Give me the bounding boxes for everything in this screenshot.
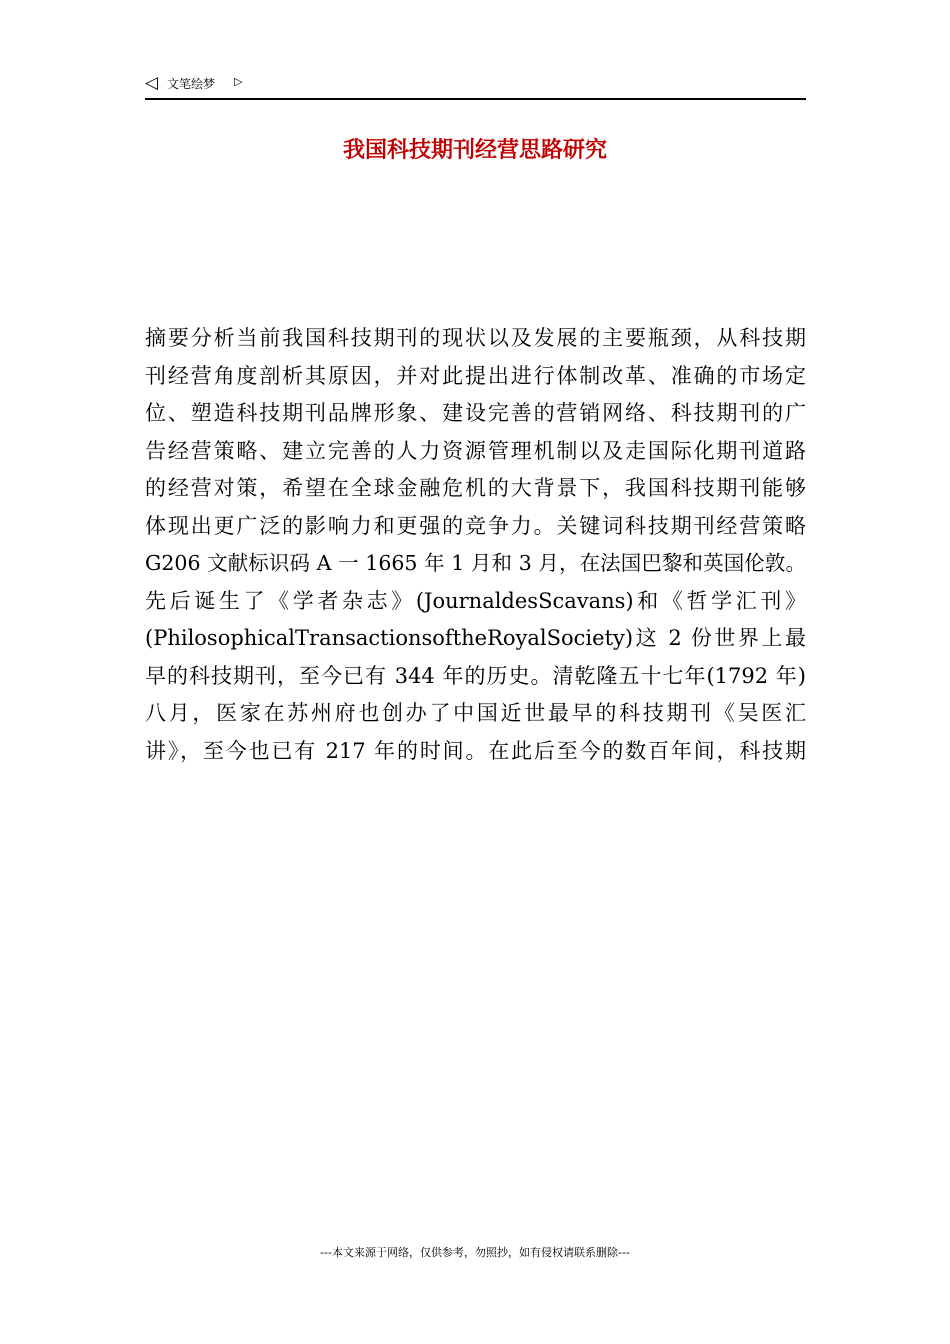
body-line: 的经营对策，希望在全球金融危机的大背景下，我国科技期刊能够 (145, 476, 806, 500)
body-line: 早的科技期刊，至今已有 344 年的历史。清乾隆五十七年(1792 年) (145, 663, 806, 688)
footer-disclaimer: ---本文来源于网络，仅供参考，勿照抄，如有侵权请联系删除--- (320, 1246, 630, 1259)
body-line: 告经营策略、建立完善的人力资源管理机制以及走国际化期刊道路 (145, 438, 806, 463)
body-line: (PhilosophicalTransactionsoftheRoyalSociety)这 2 份世界上最 (145, 626, 806, 650)
body-line: 刊经营角度剖析其原因，并对此提出进行体制改革、准确的市场定 (145, 363, 806, 388)
document-title: 我国科技期刊经营思路研究 (342, 138, 607, 163)
body-text (145, 320, 806, 770)
body-line: G206 文献标识码 A 一 1665 年 1 月和 3 月，在法国巴黎和英国伦敦。 (145, 551, 806, 575)
body-line: 位、塑造科技期刊品牌形象、建设完善的营销网络、科技期刊的广 (145, 401, 806, 425)
page-header (145, 74, 806, 100)
body-line: 讲》，至今也已有 217 年的时间。在此后至今的数百年间，科技期 (145, 738, 806, 763)
body-line: 八月，医家在苏州府也创办了中国近世最早的科技期刊《吴医汇 (145, 701, 806, 725)
header-brand: 文笔绘梦 (167, 77, 216, 91)
body-line: 先后诞生了《学者杂志》(JournaldesScavans)和《哲学汇刊》 (145, 588, 806, 613)
body-line: 摘要分析当前我国科技期刊的现状以及发展的主要瓶颈，从科技期 (145, 326, 806, 350)
triangle-left-icon: ◁ (145, 73, 159, 93)
triangle-right-icon: ▷ (234, 75, 243, 88)
body-line: 体现出更广泛的影响力和更强的竞争力。关键词科技期刊经营策略 (145, 513, 806, 538)
